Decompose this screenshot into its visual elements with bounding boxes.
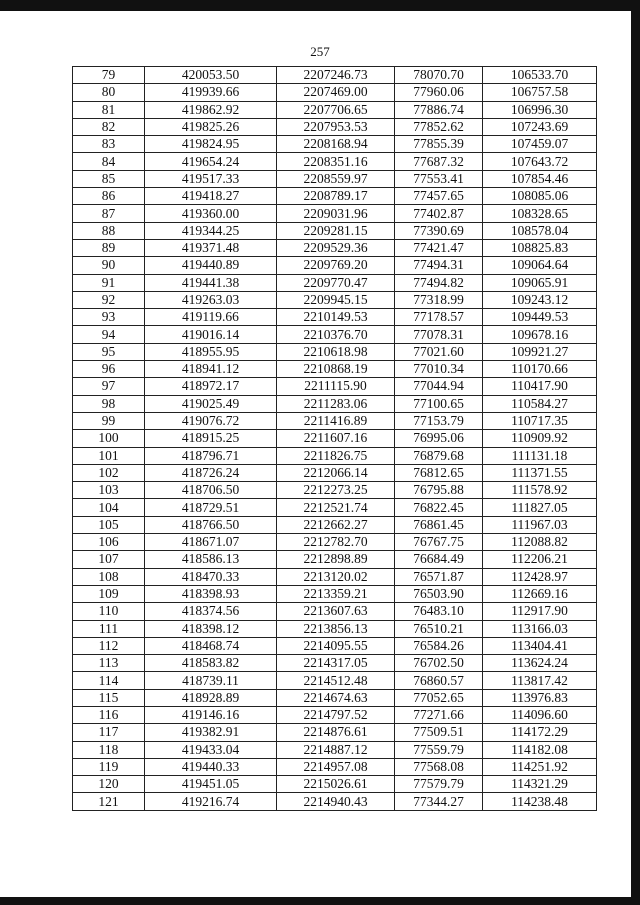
value-col-5-cell: 109064.64 <box>483 257 597 274</box>
value-col-3-cell: 2212273.25 <box>277 482 395 499</box>
value-col-2-cell: 418766.50 <box>145 516 277 533</box>
value-col-3-cell: 2211283.06 <box>277 395 395 412</box>
value-col-2-cell: 418398.93 <box>145 585 277 602</box>
point-number-cell: 89 <box>73 239 145 256</box>
value-col-3-cell: 2209031.96 <box>277 205 395 222</box>
value-col-3-cell: 2210868.19 <box>277 361 395 378</box>
point-number-cell: 100 <box>73 430 145 447</box>
scan-border-bottom <box>0 897 640 905</box>
value-col-4-cell: 76822.45 <box>395 499 483 516</box>
table-row <box>73 689 597 706</box>
value-col-3-cell: 2209945.15 <box>277 291 395 308</box>
value-col-2-cell: 418374.56 <box>145 603 277 620</box>
value-col-4-cell: 77078.31 <box>395 326 483 343</box>
value-col-3-cell: 2214887.12 <box>277 741 395 758</box>
point-number-cell: 101 <box>73 447 145 464</box>
value-col-3-cell: 2210618.98 <box>277 343 395 360</box>
table-row <box>73 291 597 308</box>
value-col-5-cell: 106996.30 <box>483 101 597 118</box>
value-col-2-cell: 418470.33 <box>145 568 277 585</box>
table-row <box>73 724 597 741</box>
value-col-2-cell: 419146.16 <box>145 706 277 723</box>
point-number-cell: 92 <box>73 291 145 308</box>
point-number-cell: 91 <box>73 274 145 291</box>
table-row <box>73 741 597 758</box>
table-row <box>73 534 597 551</box>
value-col-4-cell: 77100.65 <box>395 395 483 412</box>
value-col-2-cell: 420053.50 <box>145 67 277 84</box>
value-col-3-cell: 2211826.75 <box>277 447 395 464</box>
value-col-5-cell: 108578.04 <box>483 222 597 239</box>
value-col-2-cell: 419939.66 <box>145 84 277 101</box>
value-col-4-cell: 77402.87 <box>395 205 483 222</box>
value-col-3-cell: 2214957.08 <box>277 758 395 775</box>
value-col-3-cell: 2214797.52 <box>277 706 395 723</box>
value-col-4-cell: 77579.79 <box>395 776 483 793</box>
point-number-cell: 121 <box>73 793 145 810</box>
value-col-4-cell: 77509.51 <box>395 724 483 741</box>
value-col-4-cell: 77687.32 <box>395 153 483 170</box>
value-col-2-cell: 419216.74 <box>145 793 277 810</box>
value-col-4-cell: 77457.65 <box>395 188 483 205</box>
value-col-2-cell: 419344.25 <box>145 222 277 239</box>
value-col-2-cell: 418468.74 <box>145 637 277 654</box>
value-col-3-cell: 2209529.36 <box>277 239 395 256</box>
value-col-4-cell: 77052.65 <box>395 689 483 706</box>
value-col-4-cell: 76702.50 <box>395 655 483 672</box>
value-col-5-cell: 109678.16 <box>483 326 597 343</box>
value-col-5-cell: 110417.90 <box>483 378 597 395</box>
point-number-cell: 95 <box>73 343 145 360</box>
value-col-2-cell: 418729.51 <box>145 499 277 516</box>
point-number-cell: 103 <box>73 482 145 499</box>
point-number-cell: 112 <box>73 637 145 654</box>
value-col-5-cell: 109243.12 <box>483 291 597 308</box>
value-col-4-cell: 76767.75 <box>395 534 483 551</box>
value-col-2-cell: 419441.38 <box>145 274 277 291</box>
table-body <box>73 67 597 811</box>
value-col-4-cell: 76483.10 <box>395 603 483 620</box>
value-col-5-cell: 114096.60 <box>483 706 597 723</box>
value-col-5-cell: 106757.58 <box>483 84 597 101</box>
value-col-2-cell: 418706.50 <box>145 482 277 499</box>
point-number-cell: 94 <box>73 326 145 343</box>
value-col-4-cell: 76503.90 <box>395 585 483 602</box>
table-row <box>73 343 597 360</box>
value-col-5-cell: 113404.41 <box>483 637 597 654</box>
value-col-5-cell: 110717.35 <box>483 412 597 429</box>
value-col-2-cell: 418928.89 <box>145 689 277 706</box>
value-col-4-cell: 77855.39 <box>395 136 483 153</box>
point-number-cell: 85 <box>73 170 145 187</box>
value-col-4-cell: 77153.79 <box>395 412 483 429</box>
point-number-cell: 93 <box>73 309 145 326</box>
point-number-cell: 117 <box>73 724 145 741</box>
table-row <box>73 188 597 205</box>
table-row <box>73 585 597 602</box>
value-col-2-cell: 419517.33 <box>145 170 277 187</box>
point-number-cell: 96 <box>73 361 145 378</box>
value-col-4-cell: 77271.66 <box>395 706 483 723</box>
table-row <box>73 239 597 256</box>
value-col-4-cell: 77494.82 <box>395 274 483 291</box>
table-row <box>73 551 597 568</box>
value-col-5-cell: 112669.16 <box>483 585 597 602</box>
table-row <box>73 118 597 135</box>
point-number-cell: 107 <box>73 551 145 568</box>
value-col-5-cell: 111371.55 <box>483 464 597 481</box>
value-col-5-cell: 107643.72 <box>483 153 597 170</box>
value-col-3-cell: 2212066.14 <box>277 464 395 481</box>
value-col-3-cell: 2207469.00 <box>277 84 395 101</box>
value-col-2-cell: 419025.49 <box>145 395 277 412</box>
value-col-3-cell: 2211416.89 <box>277 412 395 429</box>
value-col-2-cell: 418972.17 <box>145 378 277 395</box>
value-col-5-cell: 110909.92 <box>483 430 597 447</box>
value-col-5-cell: 108085.06 <box>483 188 597 205</box>
value-col-5-cell: 107459.07 <box>483 136 597 153</box>
value-col-5-cell: 112088.82 <box>483 534 597 551</box>
point-number-cell: 79 <box>73 67 145 84</box>
value-col-5-cell: 113817.42 <box>483 672 597 689</box>
table-row <box>73 67 597 84</box>
point-number-cell: 82 <box>73 118 145 135</box>
value-col-2-cell: 418915.25 <box>145 430 277 447</box>
value-col-5-cell: 111967.03 <box>483 516 597 533</box>
point-number-cell: 83 <box>73 136 145 153</box>
table-row <box>73 395 597 412</box>
value-col-3-cell: 2214512.48 <box>277 672 395 689</box>
value-col-5-cell: 114251.92 <box>483 758 597 775</box>
value-col-3-cell: 2212782.70 <box>277 534 395 551</box>
value-col-5-cell: 113976.83 <box>483 689 597 706</box>
table-row <box>73 793 597 810</box>
value-col-4-cell: 77852.62 <box>395 118 483 135</box>
value-col-3-cell: 2212521.74 <box>277 499 395 516</box>
value-col-2-cell: 419119.66 <box>145 309 277 326</box>
value-col-4-cell: 77553.41 <box>395 170 483 187</box>
value-col-3-cell: 2207246.73 <box>277 67 395 84</box>
value-col-3-cell: 2213120.02 <box>277 568 395 585</box>
value-col-3-cell: 2214876.61 <box>277 724 395 741</box>
table-row <box>73 412 597 429</box>
table-row <box>73 257 597 274</box>
value-col-3-cell: 2210149.53 <box>277 309 395 326</box>
point-number-cell: 109 <box>73 585 145 602</box>
value-col-4-cell: 77568.08 <box>395 758 483 775</box>
value-col-5-cell: 113166.03 <box>483 620 597 637</box>
table-row <box>73 603 597 620</box>
table-row <box>73 464 597 481</box>
table-row <box>73 568 597 585</box>
value-col-5-cell: 114238.48 <box>483 793 597 810</box>
value-col-2-cell: 418586.13 <box>145 551 277 568</box>
value-col-2-cell: 418941.12 <box>145 361 277 378</box>
value-col-5-cell: 107854.46 <box>483 170 597 187</box>
value-col-3-cell: 2209281.15 <box>277 222 395 239</box>
value-col-4-cell: 76584.26 <box>395 637 483 654</box>
value-col-5-cell: 106533.70 <box>483 67 597 84</box>
table-row <box>73 136 597 153</box>
value-col-2-cell: 419451.05 <box>145 776 277 793</box>
point-number-cell: 110 <box>73 603 145 620</box>
table-row <box>73 706 597 723</box>
table-row <box>73 499 597 516</box>
table-row <box>73 758 597 775</box>
value-col-2-cell: 419371.48 <box>145 239 277 256</box>
value-col-3-cell: 2213856.13 <box>277 620 395 637</box>
value-col-3-cell: 2213359.21 <box>277 585 395 602</box>
table-row <box>73 447 597 464</box>
value-col-2-cell: 419862.92 <box>145 101 277 118</box>
table-row <box>73 430 597 447</box>
value-col-4-cell: 77494.31 <box>395 257 483 274</box>
point-number-cell: 88 <box>73 222 145 239</box>
point-number-cell: 118 <box>73 741 145 758</box>
point-number-cell: 80 <box>73 84 145 101</box>
value-col-5-cell: 111827.05 <box>483 499 597 516</box>
value-col-4-cell: 77178.57 <box>395 309 483 326</box>
point-number-cell: 102 <box>73 464 145 481</box>
table-row <box>73 170 597 187</box>
value-col-2-cell: 418726.24 <box>145 464 277 481</box>
table-row <box>73 482 597 499</box>
value-col-3-cell: 2211115.90 <box>277 378 395 395</box>
value-col-5-cell: 114172.29 <box>483 724 597 741</box>
table-row <box>73 222 597 239</box>
table-row <box>73 205 597 222</box>
point-number-cell: 97 <box>73 378 145 395</box>
point-number-cell: 98 <box>73 395 145 412</box>
point-number-cell: 108 <box>73 568 145 585</box>
value-col-5-cell: 108825.83 <box>483 239 597 256</box>
point-number-cell: 99 <box>73 412 145 429</box>
point-number-cell: 104 <box>73 499 145 516</box>
table-row <box>73 516 597 533</box>
value-col-4-cell: 76684.49 <box>395 551 483 568</box>
value-col-3-cell: 2214317.05 <box>277 655 395 672</box>
value-col-2-cell: 419360.00 <box>145 205 277 222</box>
value-col-3-cell: 2208559.97 <box>277 170 395 187</box>
value-col-3-cell: 2209770.47 <box>277 274 395 291</box>
point-number-cell: 105 <box>73 516 145 533</box>
value-col-4-cell: 76995.06 <box>395 430 483 447</box>
value-col-4-cell: 77044.94 <box>395 378 483 395</box>
value-col-3-cell: 2207706.65 <box>277 101 395 118</box>
value-col-3-cell: 2212662.27 <box>277 516 395 533</box>
value-col-4-cell: 77559.79 <box>395 741 483 758</box>
table-row <box>73 378 597 395</box>
page-number: 257 <box>310 44 330 59</box>
value-col-4-cell: 77886.74 <box>395 101 483 118</box>
value-col-4-cell: 77421.47 <box>395 239 483 256</box>
value-col-5-cell: 110170.66 <box>483 361 597 378</box>
value-col-2-cell: 419016.14 <box>145 326 277 343</box>
value-col-2-cell: 418583.82 <box>145 655 277 672</box>
point-number-cell: 116 <box>73 706 145 723</box>
value-col-4-cell: 77318.99 <box>395 291 483 308</box>
value-col-5-cell: 109921.27 <box>483 343 597 360</box>
value-col-3-cell: 2213607.63 <box>277 603 395 620</box>
value-col-2-cell: 419440.89 <box>145 257 277 274</box>
value-col-2-cell: 419654.24 <box>145 153 277 170</box>
point-number-cell: 81 <box>73 101 145 118</box>
value-col-5-cell: 112206.21 <box>483 551 597 568</box>
value-col-2-cell: 418398.12 <box>145 620 277 637</box>
point-number-cell: 106 <box>73 534 145 551</box>
value-col-3-cell: 2211607.16 <box>277 430 395 447</box>
value-col-3-cell: 2210376.70 <box>277 326 395 343</box>
value-col-5-cell: 107243.69 <box>483 118 597 135</box>
point-number-cell: 111 <box>73 620 145 637</box>
point-number-cell: 90 <box>73 257 145 274</box>
value-col-5-cell: 110584.27 <box>483 395 597 412</box>
value-col-5-cell: 109065.91 <box>483 274 597 291</box>
value-col-4-cell: 76795.88 <box>395 482 483 499</box>
coordinates-table <box>72 66 597 811</box>
table-row <box>73 84 597 101</box>
value-col-5-cell: 111131.18 <box>483 447 597 464</box>
table-row <box>73 326 597 343</box>
value-col-3-cell: 2208351.16 <box>277 153 395 170</box>
value-col-5-cell: 114182.08 <box>483 741 597 758</box>
point-number-cell: 113 <box>73 655 145 672</box>
point-number-cell: 87 <box>73 205 145 222</box>
point-number-cell: 114 <box>73 672 145 689</box>
table-row <box>73 274 597 291</box>
value-col-4-cell: 76571.87 <box>395 568 483 585</box>
table-row <box>73 655 597 672</box>
table-row <box>73 101 597 118</box>
value-col-4-cell: 76510.21 <box>395 620 483 637</box>
table-row <box>73 361 597 378</box>
value-col-2-cell: 419076.72 <box>145 412 277 429</box>
value-col-4-cell: 76879.68 <box>395 447 483 464</box>
value-col-3-cell: 2212898.89 <box>277 551 395 568</box>
value-col-4-cell: 76861.45 <box>395 516 483 533</box>
point-number-cell: 120 <box>73 776 145 793</box>
value-col-3-cell: 2214674.63 <box>277 689 395 706</box>
point-number-cell: 84 <box>73 153 145 170</box>
value-col-2-cell: 419263.03 <box>145 291 277 308</box>
value-col-2-cell: 419382.91 <box>145 724 277 741</box>
value-col-3-cell: 2209769.20 <box>277 257 395 274</box>
value-col-4-cell: 77390.69 <box>395 222 483 239</box>
value-col-5-cell: 112428.97 <box>483 568 597 585</box>
table-row <box>73 637 597 654</box>
value-col-5-cell: 114321.29 <box>483 776 597 793</box>
value-col-4-cell: 76860.57 <box>395 672 483 689</box>
table-row <box>73 620 597 637</box>
value-col-2-cell: 418955.95 <box>145 343 277 360</box>
value-col-3-cell: 2208168.94 <box>277 136 395 153</box>
value-col-2-cell: 419440.33 <box>145 758 277 775</box>
value-col-2-cell: 419824.95 <box>145 136 277 153</box>
value-col-3-cell: 2215026.61 <box>277 776 395 793</box>
value-col-5-cell: 108328.65 <box>483 205 597 222</box>
value-col-3-cell: 2214095.55 <box>277 637 395 654</box>
table-row <box>73 153 597 170</box>
value-col-5-cell: 112917.90 <box>483 603 597 620</box>
point-number-cell: 119 <box>73 758 145 775</box>
value-col-4-cell: 76812.65 <box>395 464 483 481</box>
table-row <box>73 776 597 793</box>
value-col-5-cell: 111578.92 <box>483 482 597 499</box>
value-col-2-cell: 418796.71 <box>145 447 277 464</box>
value-col-3-cell: 2207953.53 <box>277 118 395 135</box>
value-col-4-cell: 77344.27 <box>395 793 483 810</box>
value-col-3-cell: 2214940.43 <box>277 793 395 810</box>
value-col-5-cell: 113624.24 <box>483 655 597 672</box>
value-col-2-cell: 418671.07 <box>145 534 277 551</box>
value-col-4-cell: 77960.06 <box>395 84 483 101</box>
value-col-4-cell: 77021.60 <box>395 343 483 360</box>
value-col-2-cell: 419433.04 <box>145 741 277 758</box>
value-col-4-cell: 77010.34 <box>395 361 483 378</box>
point-number-cell: 115 <box>73 689 145 706</box>
value-col-4-cell: 78070.70 <box>395 67 483 84</box>
scan-border-top <box>0 0 640 11</box>
value-col-2-cell: 419825.26 <box>145 118 277 135</box>
table-row <box>73 672 597 689</box>
table-row <box>73 309 597 326</box>
value-col-5-cell: 109449.53 <box>483 309 597 326</box>
scan-border-right <box>631 0 640 905</box>
value-col-2-cell: 419418.27 <box>145 188 277 205</box>
point-number-cell: 86 <box>73 188 145 205</box>
value-col-2-cell: 418739.11 <box>145 672 277 689</box>
value-col-3-cell: 2208789.17 <box>277 188 395 205</box>
